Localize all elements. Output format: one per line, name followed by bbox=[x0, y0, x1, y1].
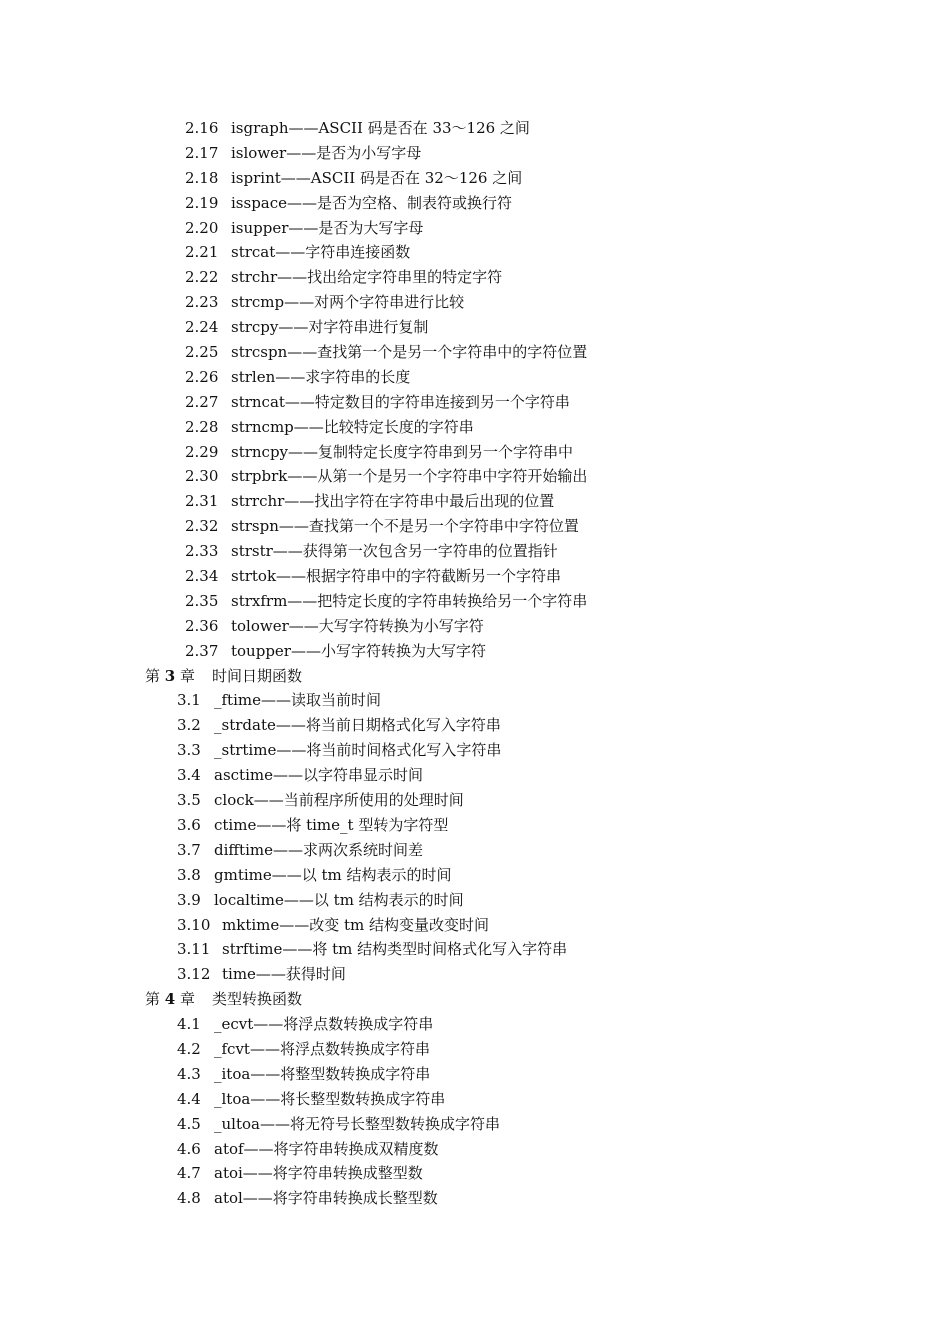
toc-entry-3-10[interactable] bbox=[0, 913, 950, 938]
entry-title: _ftime——读取当前时间 bbox=[214, 691, 381, 710]
chapter-digit: 4 bbox=[164, 990, 176, 1009]
entry-title: strncat——特定数目的字符串连接到另一个字符串 bbox=[231, 392, 570, 411]
entry-number: 2.26 bbox=[185, 367, 219, 386]
entry-title: _strtime——将当前时间格式化写入字符串 bbox=[214, 741, 502, 760]
entry-number: 3.3 bbox=[177, 741, 201, 760]
entry-number: 2.16 bbox=[185, 119, 219, 137]
entry-title: toupper——小写字符转换为大写字符 bbox=[231, 641, 486, 660]
toc-entry-2-16[interactable] bbox=[0, 116, 950, 141]
entry-number: 3.2 bbox=[177, 716, 201, 735]
entry-number: 4.3 bbox=[177, 1064, 201, 1083]
toc-entry-2-29[interactable] bbox=[0, 440, 950, 465]
chapter-number bbox=[145, 987, 195, 1012]
entry-number: 2.36 bbox=[185, 616, 219, 635]
entry-title: strlen——求字符串的长度 bbox=[231, 367, 411, 386]
entry-number: 2.30 bbox=[185, 467, 219, 486]
entry-number: 3.1 bbox=[177, 691, 201, 710]
entry-title: _ecvt——将浮点数转换成字符串 bbox=[214, 1015, 434, 1034]
entry-title: _ltoa——将长整型数转换成字符串 bbox=[214, 1089, 446, 1108]
entry-title: ctime——将 time_t 型转为字符型 bbox=[214, 815, 449, 834]
toc-entry-4-1[interactable] bbox=[0, 1012, 950, 1037]
entry-number: 2.37 bbox=[185, 641, 219, 660]
chapter-3-heading[interactable] bbox=[0, 664, 950, 689]
entry-title: strcspn——查找第一个是另一个字符串中的字符位置 bbox=[231, 343, 588, 362]
entry-number: 2.27 bbox=[185, 392, 219, 411]
toc-entry-2-32[interactable] bbox=[0, 514, 950, 539]
entry-number: 3.11 bbox=[177, 940, 211, 959]
entry-number: 4.7 bbox=[177, 1164, 201, 1183]
toc-entry-2-25[interactable] bbox=[0, 340, 950, 365]
entry-number: 2.24 bbox=[185, 318, 219, 337]
toc-entry-2-24[interactable] bbox=[0, 315, 950, 340]
entry-number: 2.21 bbox=[185, 243, 219, 262]
entry-number: 4.6 bbox=[177, 1139, 201, 1158]
entry-number: 2.31 bbox=[185, 492, 219, 511]
toc-entry-3-11[interactable] bbox=[0, 937, 950, 962]
entry-number: 2.25 bbox=[185, 343, 219, 362]
toc-entry-3-4[interactable] bbox=[0, 763, 950, 788]
entry-title: mktime——改变 tm 结构变量改变时间 bbox=[222, 915, 490, 934]
toc-entry-2-31[interactable] bbox=[0, 489, 950, 514]
toc-entry-2-36[interactable] bbox=[0, 614, 950, 639]
entry-number: 2.28 bbox=[185, 417, 219, 436]
entry-title: gmtime——以 tm 结构表示的时间 bbox=[214, 865, 452, 884]
entry-title: difftime——求两次系统时间差 bbox=[214, 840, 423, 859]
toc-entry-2-17[interactable] bbox=[0, 141, 950, 166]
entry-title: strpbrk——从第一个是另一个字符串中字符开始输出 bbox=[231, 467, 588, 486]
entry-title: strcat——字符串连接函数 bbox=[231, 243, 411, 262]
entry-number: 3.8 bbox=[177, 865, 201, 884]
toc-entry-4-6[interactable] bbox=[0, 1137, 950, 1162]
chapter-prefix: 第 bbox=[145, 666, 161, 685]
entry-title: strcpy——对字符串进行复制 bbox=[231, 318, 429, 337]
entry-number: 2.18 bbox=[185, 168, 219, 187]
entry-number: 3.5 bbox=[177, 791, 201, 810]
entry-number: 2.32 bbox=[185, 517, 219, 536]
entry-title: isgraph——ASCII 码是否在 33～126 之间 bbox=[231, 119, 530, 137]
toc-entry-2-34[interactable] bbox=[0, 564, 950, 589]
entry-title: strcmp——对两个字符串进行比较 bbox=[231, 293, 465, 312]
chapter-suffix: 章 bbox=[180, 666, 196, 685]
entry-number: 2.19 bbox=[185, 193, 219, 212]
toc-entry-4-2[interactable] bbox=[0, 1037, 950, 1062]
entry-number: 3.7 bbox=[177, 840, 201, 859]
chapter-title: 时间日期函数 bbox=[212, 666, 303, 685]
chapter-number bbox=[145, 664, 195, 689]
entry-title: _itoa——将整型数转换成字符串 bbox=[214, 1064, 431, 1083]
entry-title: strxfrm——把特定长度的字符串转换给另一个字符串 bbox=[231, 591, 588, 610]
entry-title: _fcvt——将浮点数转换成字符串 bbox=[214, 1039, 430, 1058]
entry-number: 4.2 bbox=[177, 1039, 201, 1058]
entry-number: 4.4 bbox=[177, 1089, 201, 1108]
entry-number: 3.12 bbox=[177, 965, 211, 984]
entry-number: 3.9 bbox=[177, 890, 201, 909]
chapter-title: 类型转换函数 bbox=[212, 990, 303, 1009]
toc-entry-2-26[interactable] bbox=[0, 365, 950, 390]
entry-number: 2.23 bbox=[185, 293, 219, 312]
entry-number: 2.35 bbox=[185, 591, 219, 610]
entry-number: 2.17 bbox=[185, 143, 219, 162]
entry-title: strtok——根据字符串中的字符截断另一个字符串 bbox=[231, 567, 562, 586]
entry-number: 3.6 bbox=[177, 815, 201, 834]
entry-number: 2.20 bbox=[185, 218, 219, 237]
entry-title: atof——将字符串转换成双精度数 bbox=[214, 1139, 439, 1158]
toc-entry-4-8[interactable] bbox=[0, 1186, 950, 1211]
toc-entry-2-23[interactable] bbox=[0, 290, 950, 315]
toc-entry-4-5[interactable] bbox=[0, 1112, 950, 1137]
entry-title: strftime——将 tm 结构类型时间格式化写入字符串 bbox=[222, 940, 568, 959]
entry-title: _ultoa——将无符号长整型数转换成字符串 bbox=[214, 1114, 500, 1133]
entry-title: strrchr——找出字符在字符串中最后出现的位置 bbox=[231, 492, 555, 511]
toc-entry-4-7[interactable] bbox=[0, 1161, 950, 1186]
chapter-4-heading[interactable] bbox=[0, 987, 950, 1012]
entry-title: islower——是否为小写字母 bbox=[231, 143, 422, 162]
entry-title: strncmp——比较特定长度的字符串 bbox=[231, 417, 474, 436]
entry-number: 3.4 bbox=[177, 766, 201, 785]
entry-number: 2.34 bbox=[185, 567, 219, 586]
toc-entry-2-22[interactable] bbox=[0, 265, 950, 290]
toc-entry-3-3[interactable] bbox=[0, 738, 950, 763]
toc-entry-4-4[interactable] bbox=[0, 1087, 950, 1112]
entry-title: atol——将字符串转换成长整型数 bbox=[214, 1189, 438, 1208]
chapter-digit: 3 bbox=[164, 666, 176, 685]
toc-entry-3-7[interactable] bbox=[0, 838, 950, 863]
entry-title: localtime——以 tm 结构表示的时间 bbox=[214, 890, 464, 909]
toc-entry-2-28[interactable] bbox=[0, 415, 950, 440]
chapter-suffix: 章 bbox=[180, 990, 196, 1009]
entry-title: atoi——将字符串转换成整型数 bbox=[214, 1164, 423, 1183]
toc-entry-2-27[interactable] bbox=[0, 390, 950, 415]
toc-entry-2-18[interactable] bbox=[0, 166, 950, 191]
toc-entry-3-2[interactable] bbox=[0, 713, 950, 738]
entry-number: 3.10 bbox=[177, 915, 211, 934]
toc-entry-3-1[interactable] bbox=[0, 688, 950, 713]
toc-entry-2-35[interactable] bbox=[0, 589, 950, 614]
entry-number: 2.33 bbox=[185, 542, 219, 561]
toc-entry-2-30[interactable] bbox=[0, 464, 950, 489]
toc-entry-3-8[interactable] bbox=[0, 863, 950, 888]
toc-entry-2-37[interactable] bbox=[0, 639, 950, 664]
entry-number: 4.1 bbox=[177, 1015, 201, 1034]
entry-number: 2.22 bbox=[185, 268, 219, 287]
entry-title: isspace——是否为空格、制表符或换行符 bbox=[231, 193, 513, 212]
entry-title: strncpy——复制特定长度字符串到另一个字符串中 bbox=[231, 442, 574, 461]
entry-title: time——获得时间 bbox=[222, 965, 346, 984]
toc-entry-3-5[interactable] bbox=[0, 788, 950, 813]
entry-title: tolower——大写字符转换为小写字符 bbox=[231, 616, 484, 635]
entry-number: 4.5 bbox=[177, 1114, 201, 1133]
entry-title: isupper——是否为大写字母 bbox=[231, 218, 424, 237]
toc-entry-2-19[interactable] bbox=[0, 191, 950, 216]
toc-entry-4-3[interactable] bbox=[0, 1062, 950, 1087]
toc-entry-3-9[interactable] bbox=[0, 888, 950, 913]
entry-number: 2.29 bbox=[185, 442, 219, 461]
toc-entry-3-6[interactable] bbox=[0, 813, 950, 838]
entry-title: strspn——查找第一个不是另一个字符串中字符位置 bbox=[231, 517, 579, 536]
toc-entry-3-12[interactable] bbox=[0, 962, 950, 987]
entry-number: 4.8 bbox=[177, 1189, 201, 1208]
entry-title: asctime——以字符串显示时间 bbox=[214, 766, 423, 785]
toc-entry-2-21[interactable] bbox=[0, 240, 950, 265]
table-of-contents bbox=[0, 116, 950, 1211]
entry-title: clock——当前程序所使用的处理时间 bbox=[214, 791, 464, 810]
entry-title: strchr——找出给定字符串里的特定字符 bbox=[231, 268, 503, 287]
entry-title: isprint——ASCII 码是否在 32～126 之间 bbox=[231, 168, 523, 187]
chapter-prefix: 第 bbox=[145, 990, 161, 1009]
toc-entry-2-20[interactable] bbox=[0, 216, 950, 241]
entry-title: strstr——获得第一次包含另一字符串的位置指针 bbox=[231, 542, 558, 561]
entry-title: _strdate——将当前日期格式化写入字符串 bbox=[214, 716, 501, 735]
toc-entry-2-33[interactable] bbox=[0, 539, 950, 564]
